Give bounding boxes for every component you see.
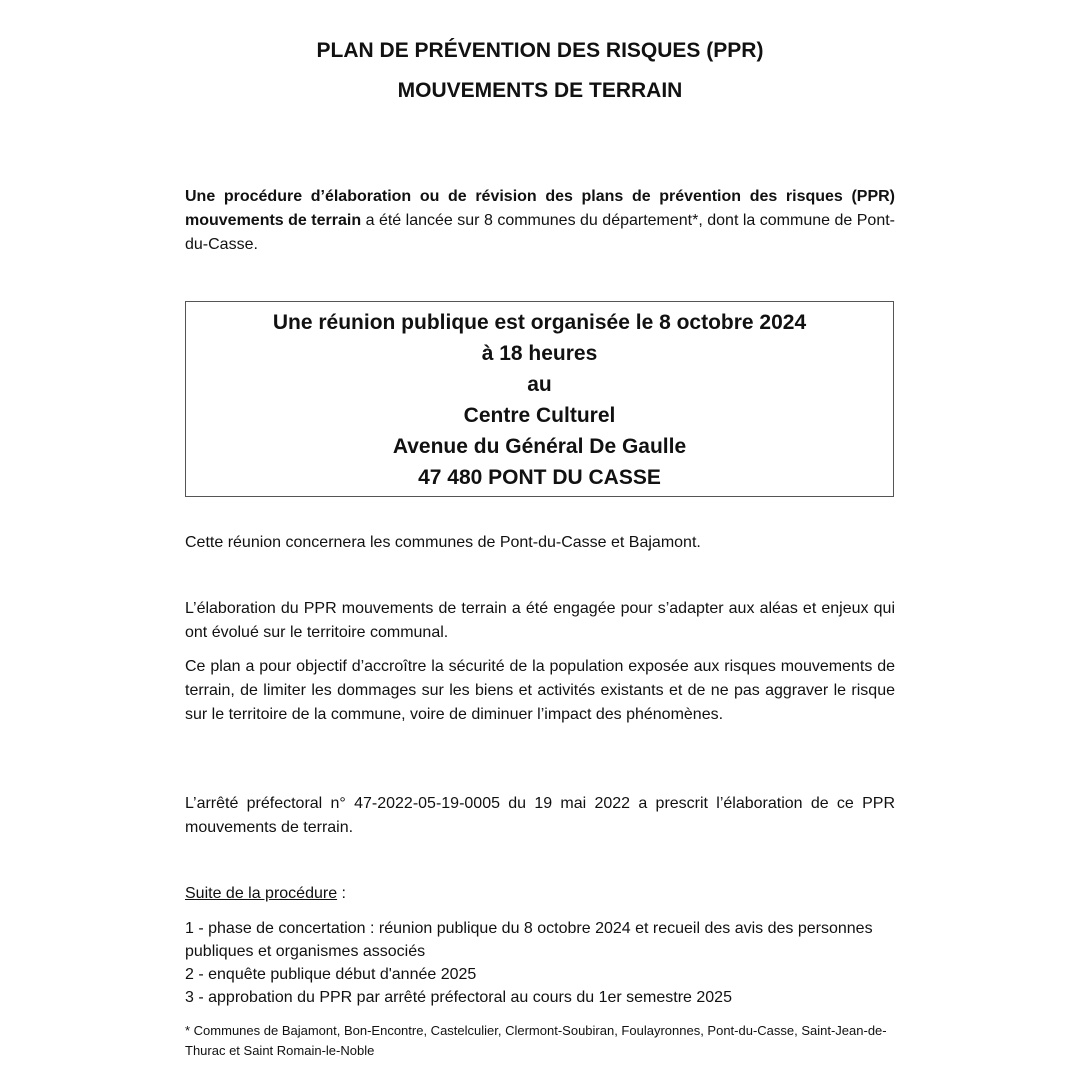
intro-paragraph [185,185,895,257]
document-title-line1: PLAN DE PRÉVENTION DES RISQUES (PPR) [316,39,764,62]
meeting-venue-line: Centre Culturel [463,404,616,427]
objective-paragraph: Ce plan a pour objectif d’accroître la sécurité de la population exposée aux risques mouvements de terrain, de limiter les dommages sur les biens et activités existants et de ne pas aggraver le risque sur le territoire de la commune, voire de diminuer l’impact des phénomènes. [185,658,895,723]
meeting-announcement-box [185,301,894,497]
elaboration-paragraph: L’élaboration du PPR mouvements de terrain a été engagée pour s’adapter aux aléas et enjeux qui ont évolué sur le territoire communal. [185,600,895,641]
intro-bold-text: Une procédure d’élaboration ou de révision des plans de prévention des risques (PPR) mouvements de terrain [185,188,895,229]
arrete-paragraph: L’arrêté préfectoral n° 47-2022-05-19-0005 du 19 mai 2022 a prescrit l’élaboration de ce PPR mouvements de terrain. [185,795,895,836]
list-item: 1 - phase de concertation : réunion publique du 8 octobre 2024 et recueil des avis des personnes publiques et organismes associés [185,920,873,960]
footnote-communes: * Communes de Bajamont, Bon-Encontre, Castelculier, Clermont-Soubiran, Foulayronnes, Pont-du-Casse, Saint-Jean-de-Thurac et Saint Romain-le-Noble [185,1023,887,1058]
document-title-line2: MOUVEMENTS DE TERRAIN [397,79,683,102]
meeting-city-line: 47 480 PONT DU CASSE [418,466,661,489]
meeting-au-line: au [527,373,552,396]
list-item: 2 - enquête publique début d'année 2025 [185,966,477,983]
intro-text: a été lancée sur 8 communes du département*, dont la commune de Pont-du-Casse. [185,212,896,253]
procedure-heading-text: Suite de la procédure [185,885,338,902]
procedure-steps-list [185,917,905,1009]
meeting-street-line: Avenue du Général De Gaulle [392,435,687,458]
meeting-time-line: à 18 heures [481,342,598,365]
procedure-heading-colon: : [337,885,346,902]
concern-paragraph: Cette réunion concernera les communes de Pont-du-Casse et Bajamont. [185,534,701,551]
meeting-date-line: Une réunion publique est organisée le 8 octobre 2024 [272,311,807,334]
procedure-heading [185,882,895,906]
list-item: 3 - approbation du PPR par arrêté préfectoral au cours du 1er semestre 2025 [185,989,732,1006]
